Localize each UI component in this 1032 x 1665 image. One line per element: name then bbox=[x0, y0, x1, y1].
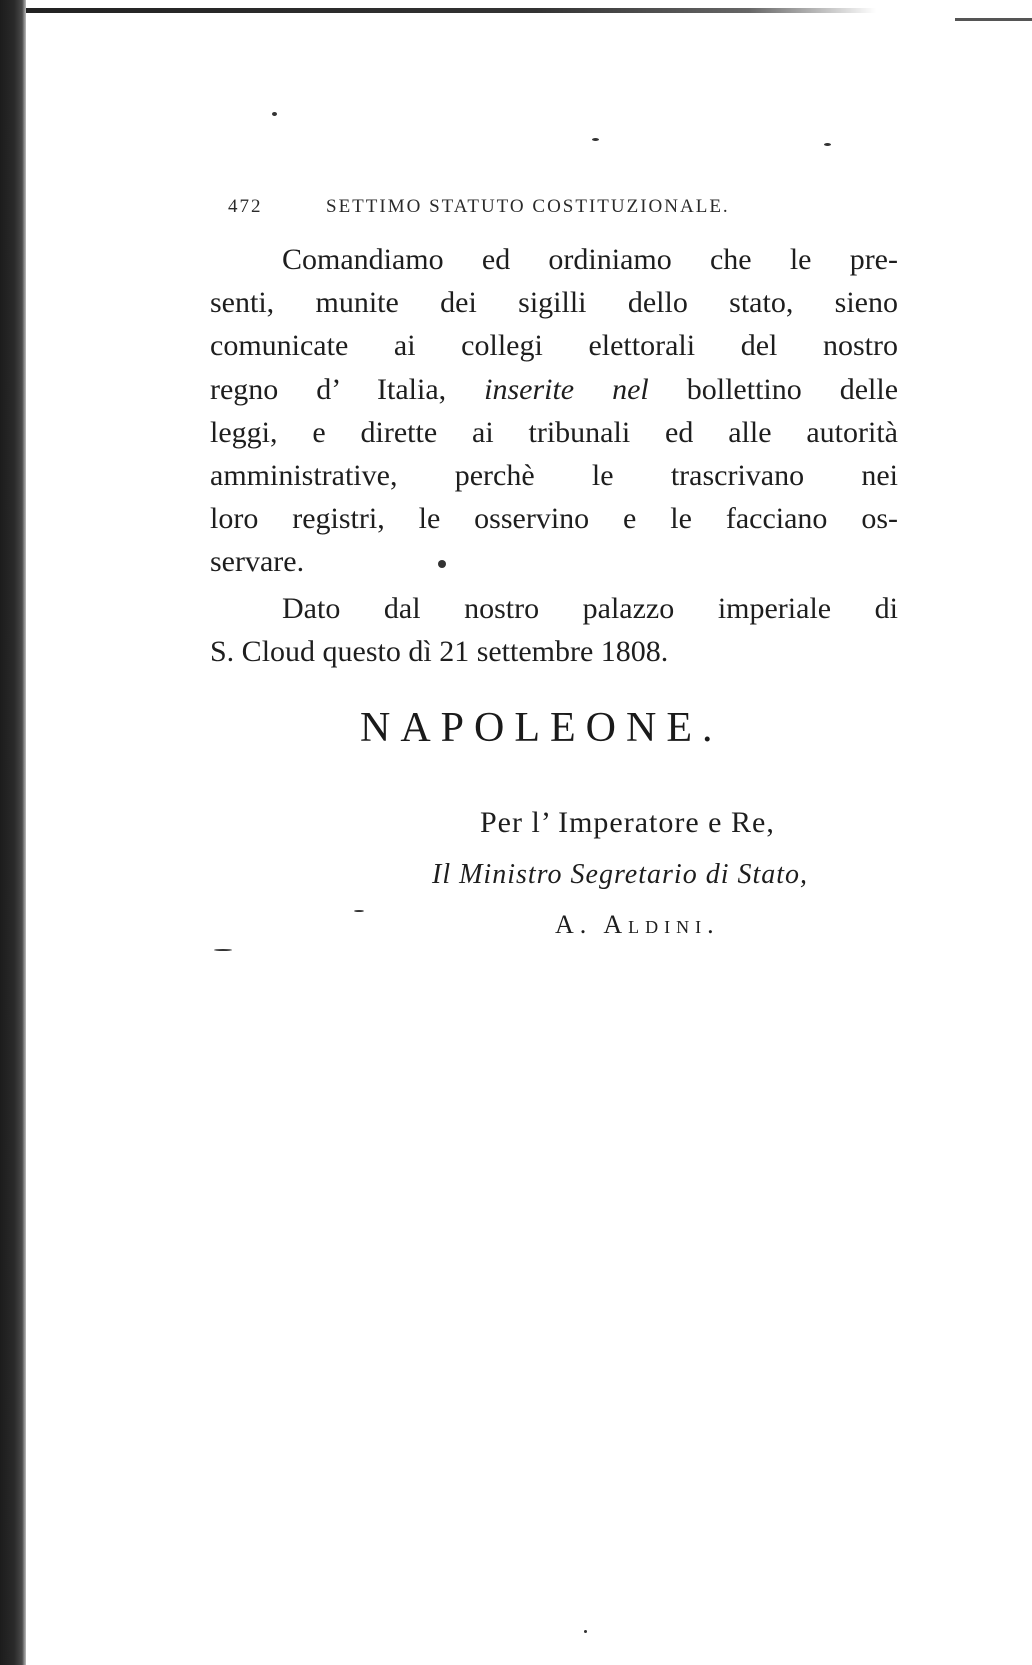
emperor-signature: NAPOLEONE. bbox=[360, 705, 723, 751]
countersign-office: Il Ministro Segretario di Stato, bbox=[432, 859, 809, 890]
text-line: Comandiamo ed ordiniamo che le pre- bbox=[282, 243, 898, 276]
running-title: SETTIMO STATUTO COSTITUZIONALE. bbox=[326, 196, 730, 217]
text-line: comunicate ai collegi elettorali del nostro bbox=[210, 329, 898, 363]
ink-speck bbox=[214, 949, 232, 951]
text-line bbox=[210, 368, 898, 411]
ink-speck bbox=[592, 138, 599, 141]
ink-speck bbox=[824, 143, 831, 146]
countersign-for: Per l’ Imperatore e Re, bbox=[480, 806, 775, 839]
ink-speck bbox=[272, 112, 277, 116]
text-fragment: bollettino delle bbox=[686, 372, 899, 406]
text-line: senti, munite dei sigilli dello stato, sieno bbox=[210, 286, 898, 320]
page-top-edge-fragment bbox=[955, 18, 1032, 21]
text-line: leggi, e dirette ai tribunali ed alle autorità bbox=[210, 415, 898, 449]
text-line: loro registri, le osservino e le facciano os- bbox=[210, 502, 898, 536]
date-line: S. Cloud questo dì 21 settembre 1808. bbox=[210, 635, 669, 669]
date-paragraph bbox=[210, 587, 898, 673]
text-fragment: regno d’ Italia, bbox=[210, 372, 447, 406]
page-top-edge bbox=[26, 8, 876, 13]
text-line: amministrative, perchè le trascrivano nei bbox=[210, 458, 898, 492]
page-number: 472 bbox=[228, 196, 263, 217]
countersign-name: A. Aldini. bbox=[555, 910, 720, 939]
date-line: Dato dal nostro palazzo imperiale di bbox=[282, 592, 898, 625]
page-binding-edge bbox=[0, 0, 26, 1665]
decree-paragraph bbox=[210, 238, 898, 584]
text-line: servare. bbox=[210, 545, 305, 579]
ink-speck bbox=[354, 910, 364, 912]
italic-fragment: inserite nel bbox=[484, 372, 649, 406]
ink-speck bbox=[584, 1630, 587, 1633]
